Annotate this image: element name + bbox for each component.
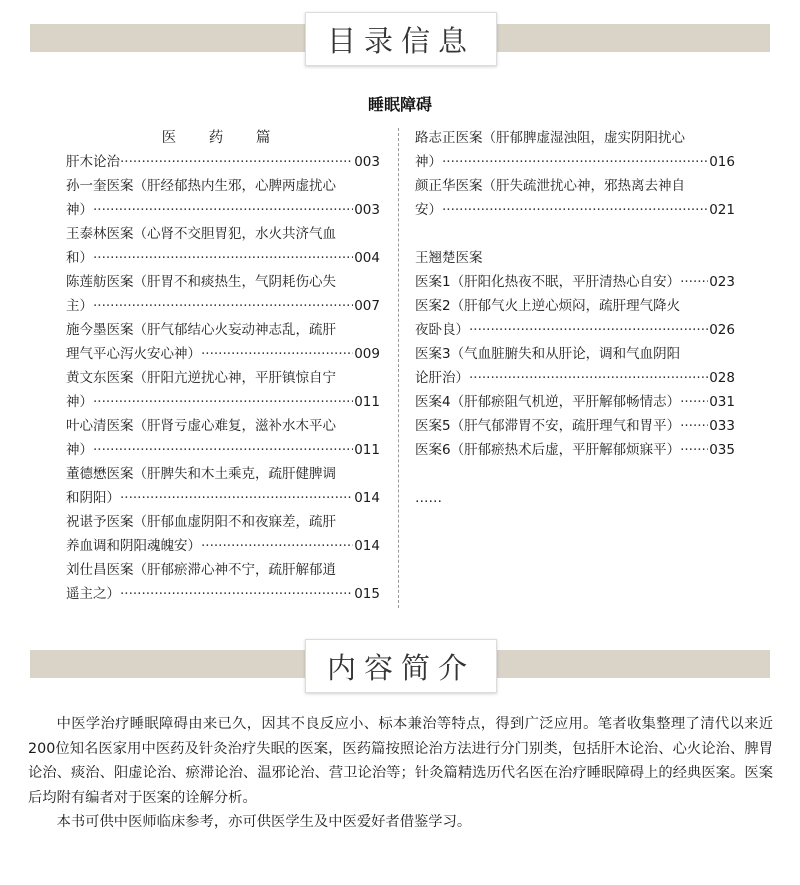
toc-page-number: 023: [709, 274, 735, 290]
toc-page-number: 003: [354, 202, 380, 218]
toc-entry: [415, 270, 735, 294]
toc-leader-dots: [680, 438, 708, 462]
toc-page-number: 011: [354, 442, 380, 458]
toc-entry-line: [415, 366, 735, 390]
toc-leader-dots: [201, 342, 353, 366]
toc-page-number: 028: [709, 370, 735, 386]
toc-entry-tail: 神）: [415, 154, 442, 170]
toc-entry: [415, 438, 735, 462]
toc-entry-title: 医案3（气血脏腑失和从肝论，调和气血阴阳: [415, 346, 681, 362]
toc-entry: [415, 342, 735, 390]
toc-entry-line: [66, 294, 380, 318]
toc-entry: [66, 150, 380, 174]
category-header: 医 药 篇: [161, 130, 285, 146]
toc-entry: [66, 414, 380, 462]
toc-entry-tail: 神）: [66, 442, 93, 458]
toc-leader-dots: [442, 150, 708, 174]
toc-entry-tail: 遥主之）: [66, 586, 120, 602]
toc-leader-dots: [120, 486, 353, 510]
intro-section-title: 内容简介: [305, 639, 497, 693]
toc-entry-title: 医案2（肝郁气火上逆心烦闷，疏肝理气降火: [415, 298, 681, 314]
toc-entry-tail: 夜卧良）: [415, 322, 469, 338]
toc-entry: [415, 126, 735, 174]
spacer: [415, 222, 735, 246]
toc-right-column: [415, 126, 735, 510]
toc-entry-title: 叶心清医案（肝肾亏虚心难复，滋补水木平心: [66, 418, 336, 434]
toc-left-column: [66, 126, 380, 606]
toc-entry-title: 董德懋医案（肝脾失和木土乘克，疏肝健脾调: [66, 466, 336, 482]
toc-leader-dots: [680, 414, 708, 438]
toc-entry-tail: 论肝治）: [415, 370, 469, 386]
toc-entry-line: [66, 342, 380, 366]
toc-entry-tail: 神）: [66, 202, 93, 218]
toc-page-number: 009: [354, 346, 380, 362]
toc-left-list: [66, 150, 380, 606]
toc-entry: [415, 174, 735, 222]
toc-leader-dots: [680, 390, 708, 414]
toc-entry-line: [415, 270, 735, 294]
toc-entry: [66, 558, 380, 606]
toc-entry: [415, 414, 735, 438]
toc-page-number: 021: [709, 202, 735, 218]
toc-leader-dots: [469, 318, 708, 342]
toc-entry-title: 路志正医案（肝郁脾虚湿浊阻，虚实阴阳扰心: [415, 130, 685, 146]
toc-page-number: 014: [354, 490, 380, 506]
intro-paragraph-2: 本书可供中医师临床参考，亦可供医学生及中医爱好者借鉴学习。: [56, 814, 472, 830]
toc-entry-title: 黄文东医案（肝阳亢逆扰心神，平肝镇惊自宁: [66, 370, 336, 386]
toc-page-number: 016: [709, 154, 735, 170]
toc-page-number: 014: [354, 538, 380, 554]
toc-leader-dots: [469, 366, 708, 390]
toc-entry-title: 王泰林医案（心肾不交胆胃犯，水火共济气血: [66, 226, 336, 242]
toc-entry: [415, 390, 735, 414]
toc-page-number: 026: [709, 322, 735, 338]
toc-entry-title: 医案6（肝郁瘀热术后虚，平肝解郁烦寐平）: [415, 442, 681, 458]
intro-text: [28, 712, 773, 835]
toc-page-number: 015: [354, 586, 380, 602]
toc-page-number: 031: [709, 394, 735, 410]
column-divider: [398, 128, 399, 608]
intro-paragraph-1: 中医学治疗睡眠障碍由来已久，因其不良反应小、标本兼治等特点，得到广泛应用。笔者收集整理了清代以来近200位知名医家用中医药及针灸治疗失眠的医案，医药篇按照论治方法进行分门别类，包括肝木论治、心火论治、脾胃论治、痰治、阳虚论治、瘀滞论治、温邪论治、营卫论治等；针灸篇精选历代名医在治疗睡眠障碍上的经典医案。医案后均附有编者对于医案的诠解分析。: [28, 716, 773, 806]
toc-entry: [66, 510, 380, 558]
toc-leader-dots: [93, 390, 353, 414]
toc-entry: [66, 174, 380, 222]
toc-entry-line: [66, 150, 380, 174]
toc-leader-dots: [93, 246, 353, 270]
book-title: 睡眠障碍: [367, 95, 432, 114]
toc-entry-line: [66, 486, 380, 510]
toc-leader-dots: [201, 534, 353, 558]
toc-page-number: 004: [354, 250, 380, 266]
toc-entry-title: 孙一奎医案（肝经郁热内生邪，心脾两虚扰心: [66, 178, 336, 194]
toc-leader-dots: [93, 438, 353, 462]
toc-entry-line: [415, 414, 735, 438]
toc-page-number: 003: [354, 154, 380, 170]
toc-entry-line: [66, 534, 380, 558]
toc-entry-line: [415, 198, 735, 222]
toc-entry-title: 颜正华医案（肝失疏泄扰心神，邪热离去神自: [415, 178, 685, 194]
toc-entry-line: [415, 438, 735, 462]
toc-entry: [66, 222, 380, 270]
toc-entry-title: 施今墨医案（肝气郁结心火妄动神志乱，疏肝: [66, 322, 336, 338]
toc-entry-line: [66, 390, 380, 414]
toc-author-list: [415, 270, 735, 462]
toc-entry-title: 医案1（肝阳化热夜不眠，平肝清热心自安）: [415, 274, 681, 290]
toc-entry-tail: 养血调和阴阳魂魄安）: [66, 538, 201, 554]
toc-page-number: 007: [354, 298, 380, 314]
toc-page-number: 033: [709, 418, 735, 434]
author-heading: 王翘楚医案: [415, 250, 483, 266]
toc-entry-line: [415, 390, 735, 414]
toc-entry-title: 医案4（肝郁瘀阻气机逆，平肝解郁畅情志）: [415, 394, 681, 410]
toc-page-number: 035: [709, 442, 735, 458]
toc-entry-line: [415, 150, 735, 174]
toc-entry-title: 肝木论治: [66, 154, 120, 170]
toc-section-title: 目录信息: [305, 12, 497, 66]
toc-entry-tail: 主）: [66, 298, 93, 314]
toc-entry-title: 医案5（肝气郁滞胃不安，疏肝理气和胃平）: [415, 418, 681, 434]
toc-entry-title: 刘仕昌医案（肝郁瘀滞心神不宁，疏肝解郁逍: [66, 562, 336, 578]
toc-entry-line: [66, 438, 380, 462]
toc-entry-line: [415, 318, 735, 342]
toc-entry: [66, 318, 380, 366]
toc-entry-tail: 理气平心泻火安心神）: [66, 346, 201, 362]
toc-leader-dots: [93, 198, 353, 222]
toc-entry-line: [66, 582, 380, 606]
toc-entry-tail: 和）: [66, 250, 93, 266]
toc-entry-line: [66, 246, 380, 270]
toc-entry-title: 祝谌予医案（肝郁血虚阴阳不和夜寐差，疏肝: [66, 514, 336, 530]
toc-entry-tail: 安）: [415, 202, 442, 218]
toc-entry-tail: 神）: [66, 394, 93, 410]
toc-leader-dots: [120, 582, 353, 606]
toc-entry: [66, 366, 380, 414]
toc-page-number: 011: [354, 394, 380, 410]
toc-entry: [66, 270, 380, 318]
toc-leader-dots: [680, 270, 708, 294]
toc-entry: [66, 462, 380, 510]
toc-entry-line: [66, 198, 380, 222]
toc-leader-dots: [93, 294, 353, 318]
toc-entry-title: 陈莲舫医案（肝胃不和痰热生，气阴耗伤心失: [66, 274, 336, 290]
toc-leader-dots: [442, 198, 708, 222]
toc-leader-dots: [120, 150, 353, 174]
toc-entry-tail: 和阴阳）: [66, 490, 120, 506]
toc-right-list: [415, 126, 735, 222]
toc-entry: [415, 294, 735, 342]
toc-ellipsis: ……: [415, 490, 442, 506]
